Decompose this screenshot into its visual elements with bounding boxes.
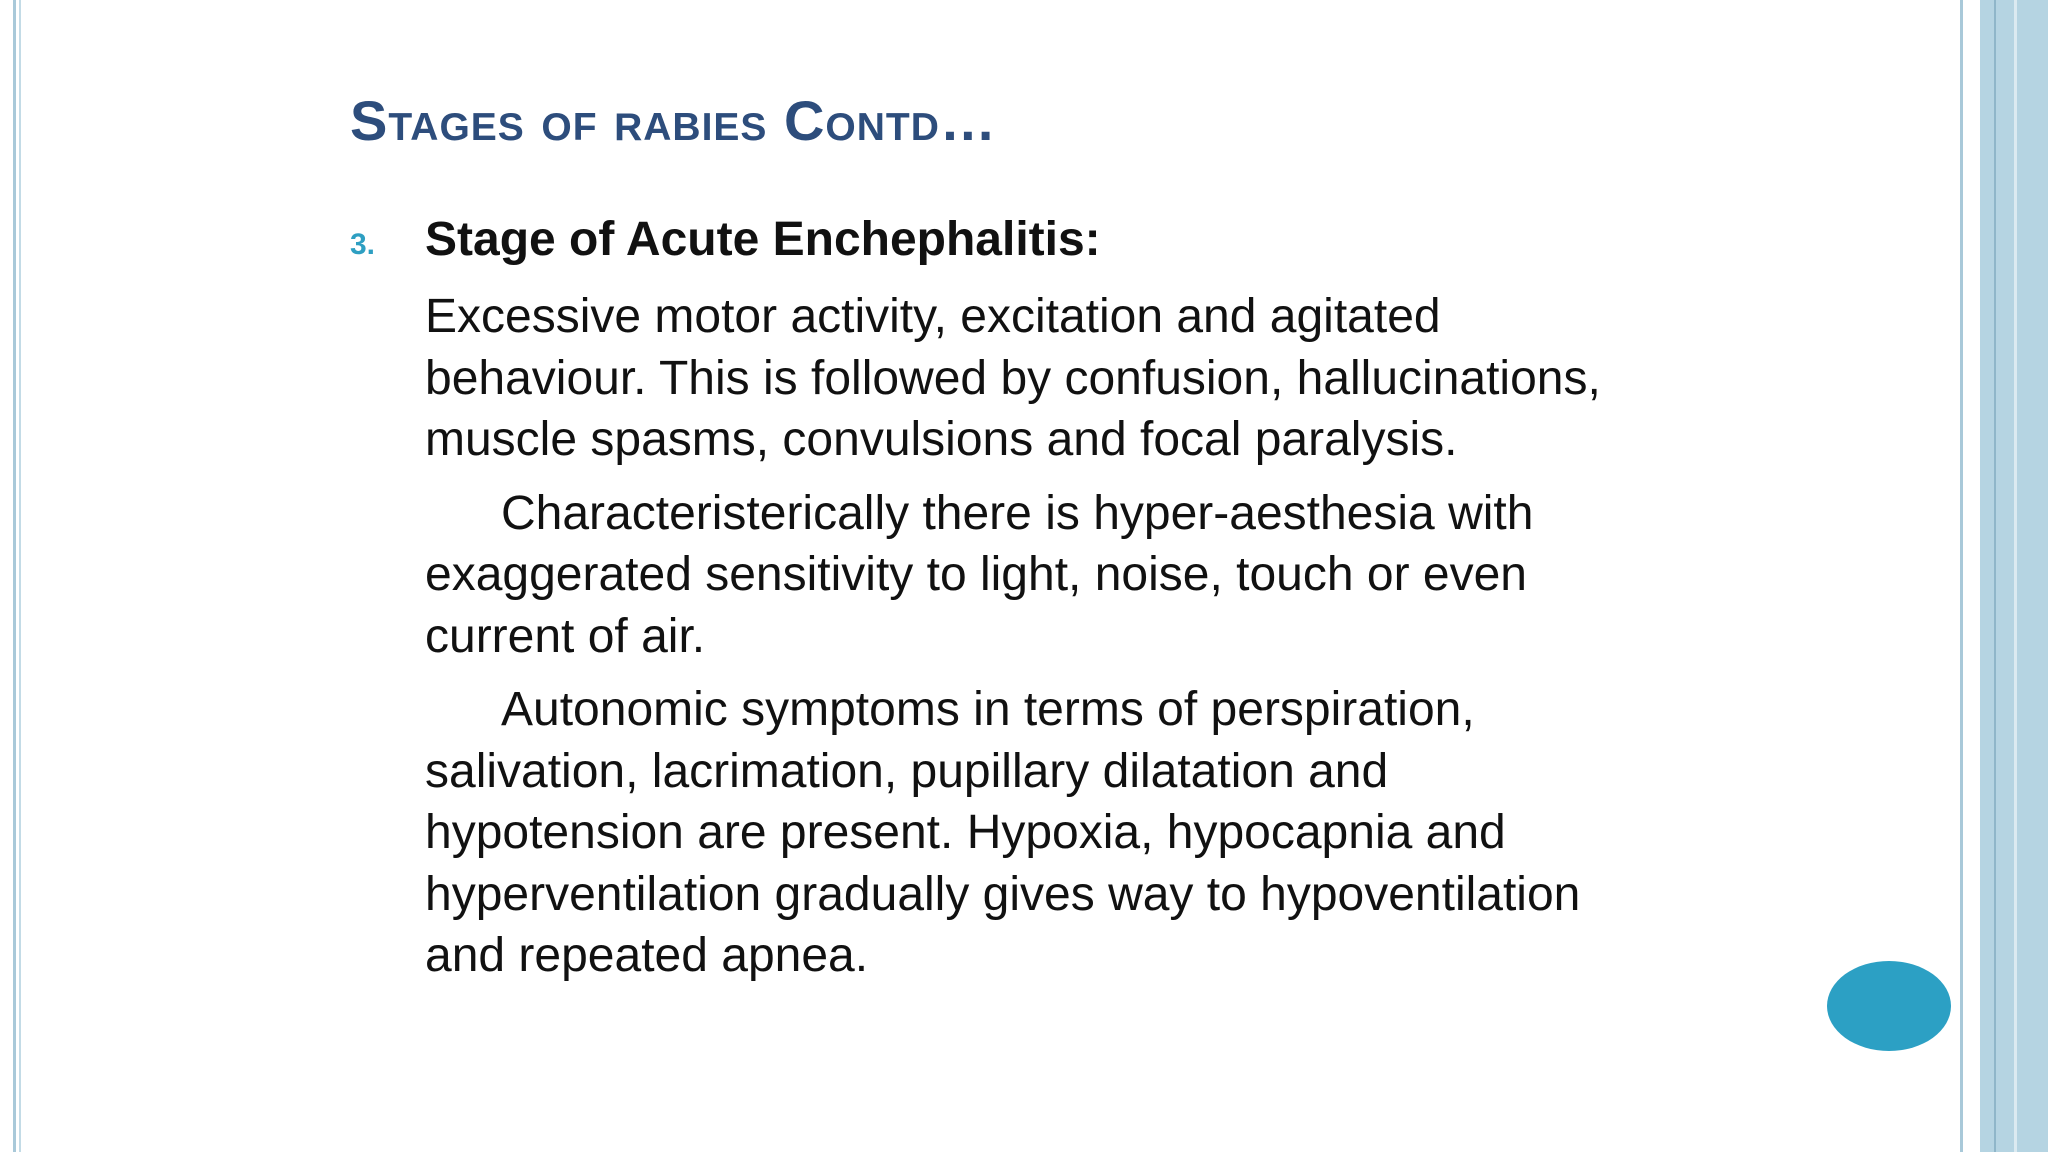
- left-border-line-inner: [19, 0, 21, 1152]
- slide-body: [350, 210, 1650, 999]
- paragraph-motor-activity: Excessive motor activity, excitation and agitated behaviour. This is followed by confusion, hallucinations, muscle spasms, convulsions and focal paralysis.: [425, 290, 1601, 466]
- numbered-item: [350, 210, 1650, 276]
- paragraph-autonomic-symptoms: Autonomic symptoms in terms of perspiration, salivation, lacrimation, pupillary dilatation and hypotension are present. Hypoxia, hypocapnia and hyperventilation gradually gives way to hypoventilation and repeated apnea.: [425, 683, 1581, 982]
- item-heading: Stage of Acute Enchephalitis:: [425, 213, 1101, 266]
- right-band-highlight: [2014, 0, 2017, 1152]
- right-band-stripe: [1994, 0, 1996, 1152]
- left-border-line: [13, 0, 16, 1152]
- item-number: 3.: [350, 228, 376, 261]
- next-slide-dot[interactable]: [1827, 961, 1951, 1051]
- slide-title: Stages of rabies Contd…: [350, 89, 997, 152]
- paragraph-hyper-aesthesia: Characteristerically there is hyper-aesthesia with exaggerated sensitivity to light, noise, touch or even current of air.: [425, 486, 1534, 663]
- right-border-line: [1960, 0, 1963, 1152]
